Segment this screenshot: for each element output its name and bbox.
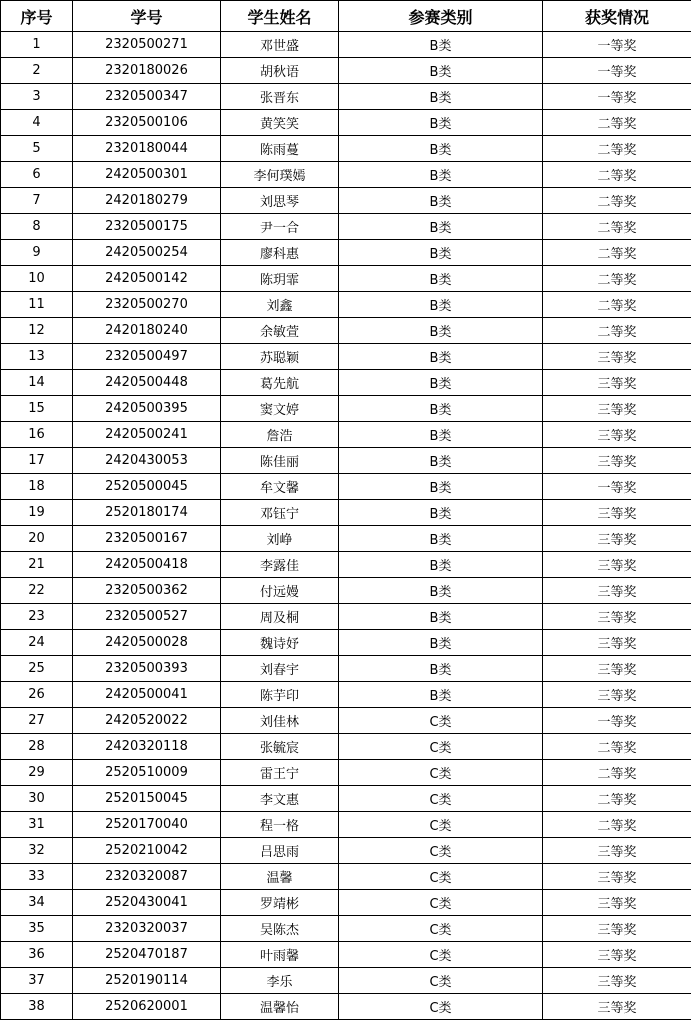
cell-student-id: 2320500527 (73, 604, 221, 630)
cell-student-name: 窦文婷 (221, 396, 339, 422)
cell-category: B类 (339, 136, 543, 162)
table-row (1, 32, 691, 58)
cell-student-id: 2420500301 (73, 162, 221, 188)
cell-category: B类 (339, 292, 543, 318)
cell-student-id: 2320500271 (73, 32, 221, 58)
cell-student-name: 刘鑫 (221, 292, 339, 318)
cell-student-name: 葛先航 (221, 370, 339, 396)
cell-category: C类 (339, 942, 543, 968)
cell-award: 三等奖 (543, 656, 691, 682)
cell-category: C类 (339, 890, 543, 916)
cell-index: 15 (1, 396, 73, 422)
cell-award: 一等奖 (543, 474, 691, 500)
cell-index: 5 (1, 136, 73, 162)
cell-index: 11 (1, 292, 73, 318)
cell-index: 29 (1, 760, 73, 786)
table-row (1, 370, 691, 396)
cell-student-name: 雷王宁 (221, 760, 339, 786)
cell-award: 一等奖 (543, 84, 691, 110)
cell-student-name: 刘峥 (221, 526, 339, 552)
table-row (1, 474, 691, 500)
cell-student-name: 牟文馨 (221, 474, 339, 500)
cell-award: 二等奖 (543, 188, 691, 214)
cell-student-id: 2420500254 (73, 240, 221, 266)
cell-index: 22 (1, 578, 73, 604)
cell-index: 10 (1, 266, 73, 292)
cell-student-name: 刘春宇 (221, 656, 339, 682)
cell-index: 36 (1, 942, 73, 968)
cell-category: B类 (339, 552, 543, 578)
cell-index: 27 (1, 708, 73, 734)
cell-index: 4 (1, 110, 73, 136)
cell-student-name: 詹浩 (221, 422, 339, 448)
cell-category: B类 (339, 604, 543, 630)
cell-index: 3 (1, 84, 73, 110)
cell-student-id: 2520470187 (73, 942, 221, 968)
cell-category: B类 (339, 240, 543, 266)
cell-category: B类 (339, 162, 543, 188)
cell-award: 三等奖 (543, 968, 691, 994)
cell-student-id: 2320320037 (73, 916, 221, 942)
cell-student-id: 2420180240 (73, 318, 221, 344)
cell-category: C类 (339, 708, 543, 734)
cell-student-name: 苏聪颖 (221, 344, 339, 370)
cell-category: C类 (339, 916, 543, 942)
cell-award: 二等奖 (543, 266, 691, 292)
cell-index: 19 (1, 500, 73, 526)
cell-category: C类 (339, 838, 543, 864)
cell-student-name: 黄笑笑 (221, 110, 339, 136)
cell-student-id: 2420500142 (73, 266, 221, 292)
cell-category: C类 (339, 786, 543, 812)
cell-award: 二等奖 (543, 292, 691, 318)
header-student-name: 学生姓名 (221, 1, 339, 32)
cell-award: 三等奖 (543, 370, 691, 396)
cell-award: 三等奖 (543, 942, 691, 968)
cell-student-id: 2320180044 (73, 136, 221, 162)
table-row (1, 318, 691, 344)
cell-category: B类 (339, 630, 543, 656)
cell-index: 18 (1, 474, 73, 500)
cell-student-name: 陈佳丽 (221, 448, 339, 474)
header-category: 参赛类别 (339, 1, 543, 32)
cell-award: 三等奖 (543, 422, 691, 448)
cell-student-id: 2320180026 (73, 58, 221, 84)
cell-category: B类 (339, 370, 543, 396)
cell-category: B类 (339, 32, 543, 58)
cell-student-name: 吕思雨 (221, 838, 339, 864)
cell-award: 一等奖 (543, 708, 691, 734)
cell-award: 三等奖 (543, 500, 691, 526)
cell-index: 25 (1, 656, 73, 682)
cell-student-id: 2320500347 (73, 84, 221, 110)
cell-award: 二等奖 (543, 214, 691, 240)
cell-student-id: 2420180279 (73, 188, 221, 214)
cell-index: 35 (1, 916, 73, 942)
table-row (1, 136, 691, 162)
cell-category: B类 (339, 110, 543, 136)
cell-student-name: 陈雨蔓 (221, 136, 339, 162)
cell-index: 23 (1, 604, 73, 630)
cell-student-id: 2420500418 (73, 552, 221, 578)
cell-award: 三等奖 (543, 396, 691, 422)
table-row (1, 526, 691, 552)
cell-index: 2 (1, 58, 73, 84)
cell-category: B类 (339, 266, 543, 292)
cell-category: B类 (339, 396, 543, 422)
table-body (1, 32, 691, 1020)
table-row (1, 760, 691, 786)
cell-student-name: 李露佳 (221, 552, 339, 578)
cell-index: 6 (1, 162, 73, 188)
table-row (1, 188, 691, 214)
cell-award: 三等奖 (543, 890, 691, 916)
cell-student-id: 2420500028 (73, 630, 221, 656)
cell-index: 38 (1, 994, 73, 1020)
cell-index: 12 (1, 318, 73, 344)
cell-student-name: 陈芋印 (221, 682, 339, 708)
table-row (1, 786, 691, 812)
cell-student-id: 2320500270 (73, 292, 221, 318)
cell-student-id: 2420500395 (73, 396, 221, 422)
cell-category: B类 (339, 214, 543, 240)
table-row (1, 578, 691, 604)
table-row (1, 214, 691, 240)
cell-student-name: 温馨 (221, 864, 339, 890)
cell-student-id: 2520500045 (73, 474, 221, 500)
cell-student-id: 2320500497 (73, 344, 221, 370)
cell-student-name: 邓世盛 (221, 32, 339, 58)
cell-index: 13 (1, 344, 73, 370)
cell-index: 9 (1, 240, 73, 266)
cell-category: C类 (339, 760, 543, 786)
cell-category: B类 (339, 58, 543, 84)
cell-student-id: 2520510009 (73, 760, 221, 786)
cell-category: B类 (339, 448, 543, 474)
cell-student-name: 李文惠 (221, 786, 339, 812)
header-award: 获奖情况 (543, 1, 691, 32)
cell-award: 三等奖 (543, 994, 691, 1020)
cell-student-id: 2520430041 (73, 890, 221, 916)
cell-award: 三等奖 (543, 838, 691, 864)
cell-student-id: 2420500241 (73, 422, 221, 448)
cell-index: 28 (1, 734, 73, 760)
cell-student-name: 刘佳林 (221, 708, 339, 734)
cell-student-name: 温馨怡 (221, 994, 339, 1020)
cell-student-id: 2320500167 (73, 526, 221, 552)
cell-index: 26 (1, 682, 73, 708)
cell-category: B类 (339, 474, 543, 500)
cell-student-name: 陈玥霏 (221, 266, 339, 292)
cell-category: C类 (339, 864, 543, 890)
table-row (1, 58, 691, 84)
cell-category: B类 (339, 682, 543, 708)
cell-student-name: 胡秋语 (221, 58, 339, 84)
cell-award: 三等奖 (543, 864, 691, 890)
cell-index: 1 (1, 32, 73, 58)
cell-student-name: 余敏萱 (221, 318, 339, 344)
cell-award: 三等奖 (543, 448, 691, 474)
table-row (1, 838, 691, 864)
cell-index: 7 (1, 188, 73, 214)
cell-student-id: 2320320087 (73, 864, 221, 890)
cell-award: 三等奖 (543, 344, 691, 370)
cell-award: 二等奖 (543, 136, 691, 162)
cell-award: 二等奖 (543, 162, 691, 188)
cell-category: B类 (339, 578, 543, 604)
cell-award: 三等奖 (543, 682, 691, 708)
cell-award: 二等奖 (543, 240, 691, 266)
cell-student-id: 2520150045 (73, 786, 221, 812)
cell-award: 一等奖 (543, 58, 691, 84)
cell-index: 14 (1, 370, 73, 396)
table-row (1, 656, 691, 682)
cell-student-name: 李何璞嫣 (221, 162, 339, 188)
cell-student-name: 吴陈杰 (221, 916, 339, 942)
cell-award: 三等奖 (543, 604, 691, 630)
cell-student-name: 魏诗妤 (221, 630, 339, 656)
cell-award: 二等奖 (543, 760, 691, 786)
cell-award: 二等奖 (543, 318, 691, 344)
cell-category: B类 (339, 422, 543, 448)
table-row (1, 812, 691, 838)
cell-index: 20 (1, 526, 73, 552)
table-row (1, 890, 691, 916)
table-row (1, 994, 691, 1020)
cell-student-name: 李乐 (221, 968, 339, 994)
cell-index: 21 (1, 552, 73, 578)
cell-category: B类 (339, 318, 543, 344)
cell-student-id: 2520170040 (73, 812, 221, 838)
cell-category: C类 (339, 812, 543, 838)
cell-student-name: 尹一合 (221, 214, 339, 240)
table-row (1, 422, 691, 448)
cell-award: 三等奖 (543, 526, 691, 552)
table-row (1, 84, 691, 110)
cell-category: B类 (339, 526, 543, 552)
cell-index: 30 (1, 786, 73, 812)
table-row (1, 500, 691, 526)
table-row (1, 630, 691, 656)
cell-student-name: 刘思琴 (221, 188, 339, 214)
table-row (1, 162, 691, 188)
table-row (1, 110, 691, 136)
cell-index: 16 (1, 422, 73, 448)
table-row (1, 240, 691, 266)
cell-student-name: 邓钰宁 (221, 500, 339, 526)
table-row (1, 968, 691, 994)
cell-award: 三等奖 (543, 630, 691, 656)
cell-award: 三等奖 (543, 916, 691, 942)
cell-student-id: 2320500362 (73, 578, 221, 604)
cell-award: 二等奖 (543, 110, 691, 136)
table-row (1, 604, 691, 630)
cell-student-name: 张毓宸 (221, 734, 339, 760)
cell-award: 二等奖 (543, 786, 691, 812)
cell-student-name: 周及桐 (221, 604, 339, 630)
cell-index: 32 (1, 838, 73, 864)
table-row (1, 864, 691, 890)
table-row (1, 916, 691, 942)
cell-award: 三等奖 (543, 578, 691, 604)
cell-award: 二等奖 (543, 812, 691, 838)
cell-category: C类 (339, 968, 543, 994)
cell-student-id: 2420500041 (73, 682, 221, 708)
table-header (1, 1, 691, 32)
cell-student-id: 2520620001 (73, 994, 221, 1020)
table-row (1, 448, 691, 474)
cell-index: 34 (1, 890, 73, 916)
cell-category: B类 (339, 344, 543, 370)
cell-index: 31 (1, 812, 73, 838)
cell-student-id: 2420520022 (73, 708, 221, 734)
cell-award: 三等奖 (543, 552, 691, 578)
cell-category: C类 (339, 734, 543, 760)
table-row (1, 552, 691, 578)
cell-student-name: 付远嫚 (221, 578, 339, 604)
header-row (1, 1, 691, 32)
cell-student-id: 2520190114 (73, 968, 221, 994)
cell-student-name: 罗靖彬 (221, 890, 339, 916)
table-row (1, 396, 691, 422)
table-row (1, 708, 691, 734)
table-row (1, 734, 691, 760)
cell-index: 33 (1, 864, 73, 890)
cell-student-id: 2420320118 (73, 734, 221, 760)
cell-category: C类 (339, 994, 543, 1020)
cell-index: 17 (1, 448, 73, 474)
table-row (1, 942, 691, 968)
table-row (1, 292, 691, 318)
table-row (1, 344, 691, 370)
cell-student-name: 张晋东 (221, 84, 339, 110)
table-row (1, 266, 691, 292)
cell-student-id: 2420430053 (73, 448, 221, 474)
cell-award: 二等奖 (543, 734, 691, 760)
cell-award: 一等奖 (543, 32, 691, 58)
cell-index: 37 (1, 968, 73, 994)
cell-student-name: 叶雨馨 (221, 942, 339, 968)
cell-category: B类 (339, 84, 543, 110)
cell-category: B类 (339, 188, 543, 214)
cell-student-id: 2320500175 (73, 214, 221, 240)
cell-category: B类 (339, 500, 543, 526)
table-row (1, 682, 691, 708)
cell-student-name: 廖科惠 (221, 240, 339, 266)
cell-index: 8 (1, 214, 73, 240)
cell-index: 24 (1, 630, 73, 656)
cell-student-id: 2520180174 (73, 500, 221, 526)
header-student-id: 学号 (73, 1, 221, 32)
cell-student-id: 2320500106 (73, 110, 221, 136)
cell-category: B类 (339, 656, 543, 682)
cell-student-name: 程一格 (221, 812, 339, 838)
header-index: 序号 (1, 1, 73, 32)
cell-student-id: 2420500448 (73, 370, 221, 396)
cell-student-id: 2320500393 (73, 656, 221, 682)
cell-student-id: 2520210042 (73, 838, 221, 864)
